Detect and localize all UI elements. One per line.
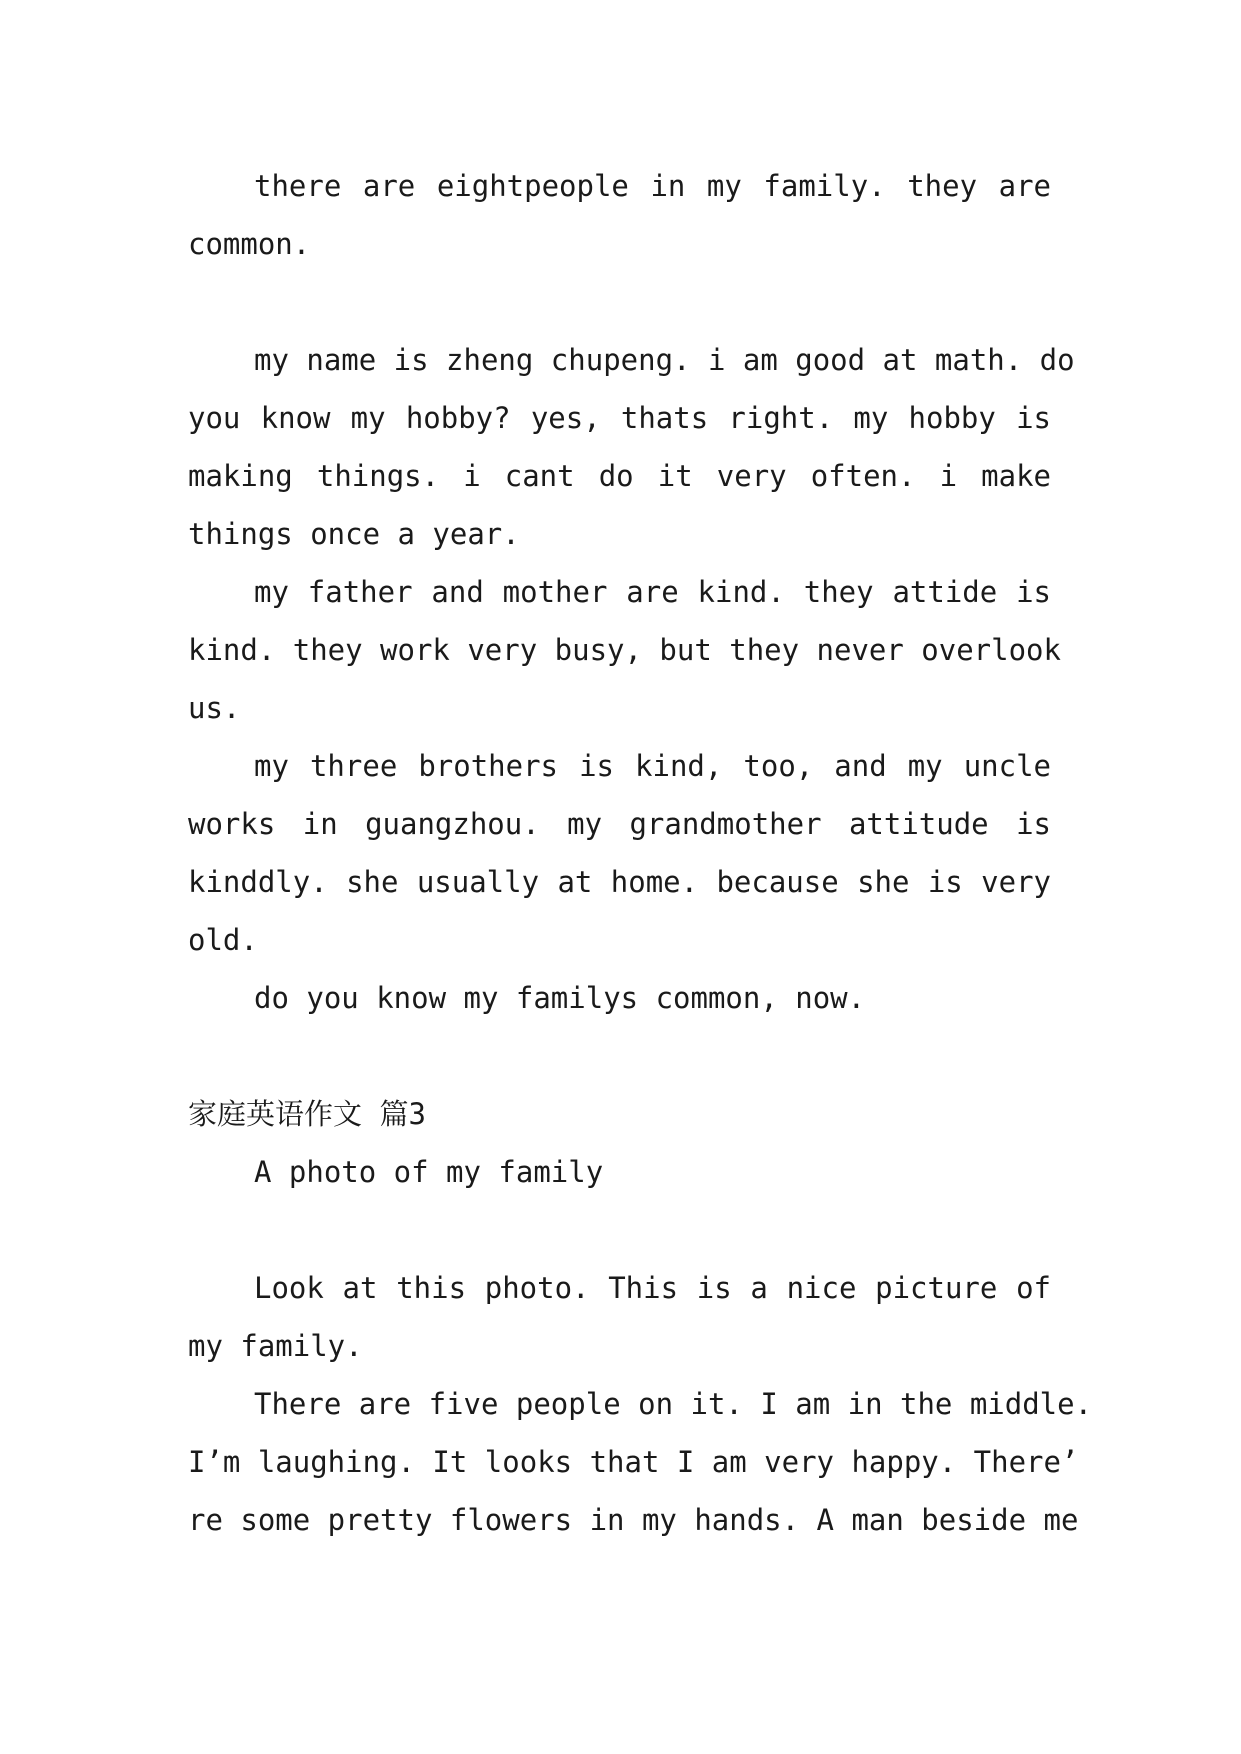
- paragraph-line: do you know my familys common, now.: [254, 981, 866, 1015]
- section-subtitle: A photo of my family: [254, 1155, 604, 1189]
- paragraph-line: common.: [188, 227, 311, 261]
- paragraph-line: There are five people on it. I am in the middle.: [254, 1387, 1093, 1421]
- paragraph-line: my three brothers is kind, too, and my uncle: [254, 749, 1051, 783]
- paragraph-line: my family.: [188, 1329, 363, 1363]
- paragraph-line: kind. they work very busy, but they never overlook: [188, 633, 1061, 667]
- paragraph-line: I’m laughing. It looks that I am very happy. There’: [188, 1445, 1079, 1479]
- paragraph-line: things once a year.: [188, 517, 520, 551]
- paragraph-line: re some pretty flowers in my hands. A man beside me: [188, 1503, 1079, 1537]
- section-heading: 家庭英语作文 篇3: [188, 1097, 426, 1131]
- paragraph-line: us.: [188, 691, 241, 725]
- paragraph-line: my name is zheng chupeng. i am good at math. do: [254, 343, 1075, 377]
- paragraph-line: old.: [188, 923, 258, 957]
- paragraph-line: kinddly. she usually at home. because she is very: [188, 865, 1051, 899]
- paragraph-line: Look at this photo. This is a nice picture of: [254, 1271, 1051, 1305]
- paragraph-line: you know my hobby? yes, thats right. my hobby is: [188, 401, 1051, 435]
- paragraph-line: my father and mother are kind. they attide is: [254, 575, 1051, 609]
- paragraph-line: works in guangzhou. my grandmother attitude is: [188, 807, 1051, 841]
- paragraph-line: there are eightpeople in my family. they are: [254, 169, 1051, 203]
- paragraph-line: making things. i cant do it very often. i make: [188, 459, 1051, 493]
